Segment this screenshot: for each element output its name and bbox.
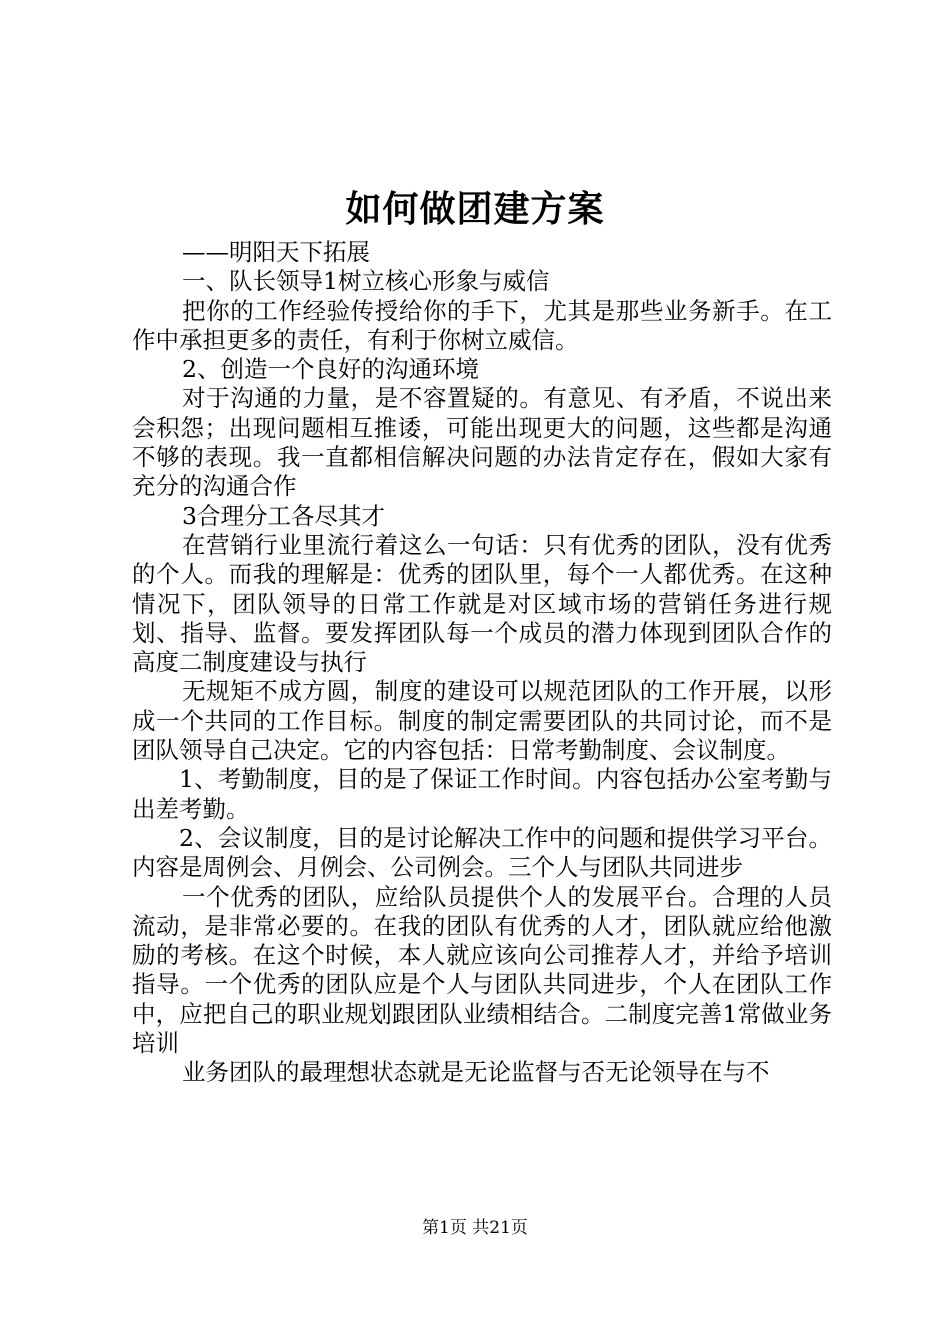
page-footer: 第1页 共21页: [422, 1218, 528, 1238]
body-paragraph: 在营销行业里流行着这么一句话：只有优秀的团队，没有优秀的个人。而我的理解是：优秀的团队里，每个一人都优秀。在这种情况下，团队领导的日常工作就是对区域市场的营销任务进行规划、指导、监督。要发挥团队每一个成员的潜力体现到团队合作的高度二制度建设与执行: [132, 530, 832, 677]
body-paragraph: 无规矩不成方圆，制度的建设可以规范团队的工作开展，以形成一个共同的工作目标。制度的制定需要团队的共同讨论，而不是团队领导自己决定。它的内容包括：日常考勤制度、会议制度。: [132, 677, 832, 765]
body-paragraph: 2、会议制度，目的是讨论解决工作中的问题和提供学习平台。内容是周例会、月例会、公司例会。三个人与团队共同进步: [132, 823, 832, 882]
document-body: [132, 238, 832, 1088]
body-paragraph: 业务团队的最理想状态就是无论监督与否无论领导在与不: [182, 1058, 770, 1087]
body-paragraph: 1、考勤制度，目的是了保证工作时间。内容包括办公室考勤与出差考勤。: [132, 765, 832, 823]
body-paragraph: 把你的工作经验传授给你的手下，尤其是那些业务新手。在工作中承担更多的责任，有利于你树立威信。: [132, 296, 832, 354]
subtitle-paragraph: ——明阳天下拓展: [182, 238, 370, 266]
section-heading: 3合理分工各尽其才: [182, 501, 385, 530]
body-paragraph: 对于沟通的力量，是不容置疑的。有意见、有矛盾，不说出来会积怨；出现问题相互推诿，可能出现更大的问题，这些都是沟通不够的表现。我一直都相信解决问题的办法肯定存在，假如大家有充分的沟通合作: [132, 384, 832, 501]
section-heading: 2、创造一个良好的沟通环境: [182, 355, 479, 384]
body-paragraph: 一个优秀的团队，应给队员提供个人的发展平台。合理的人员流动，是非常必要的。在我的团队有优秀的人才，团队就应给他激励的考核。在这个时候，本人就应该向公司推荐人才，并给予培训指导。一个优秀的团队应是个人与团队共同进步，个人在团队工作中，应把自己的职业规划跟团队业绩相结合。二制度完善1常做业务培训: [132, 882, 832, 1058]
document-title: 如何做团建方案: [345, 188, 605, 230]
section-heading: 一、队长领导1树立核心形象与威信: [182, 267, 550, 296]
